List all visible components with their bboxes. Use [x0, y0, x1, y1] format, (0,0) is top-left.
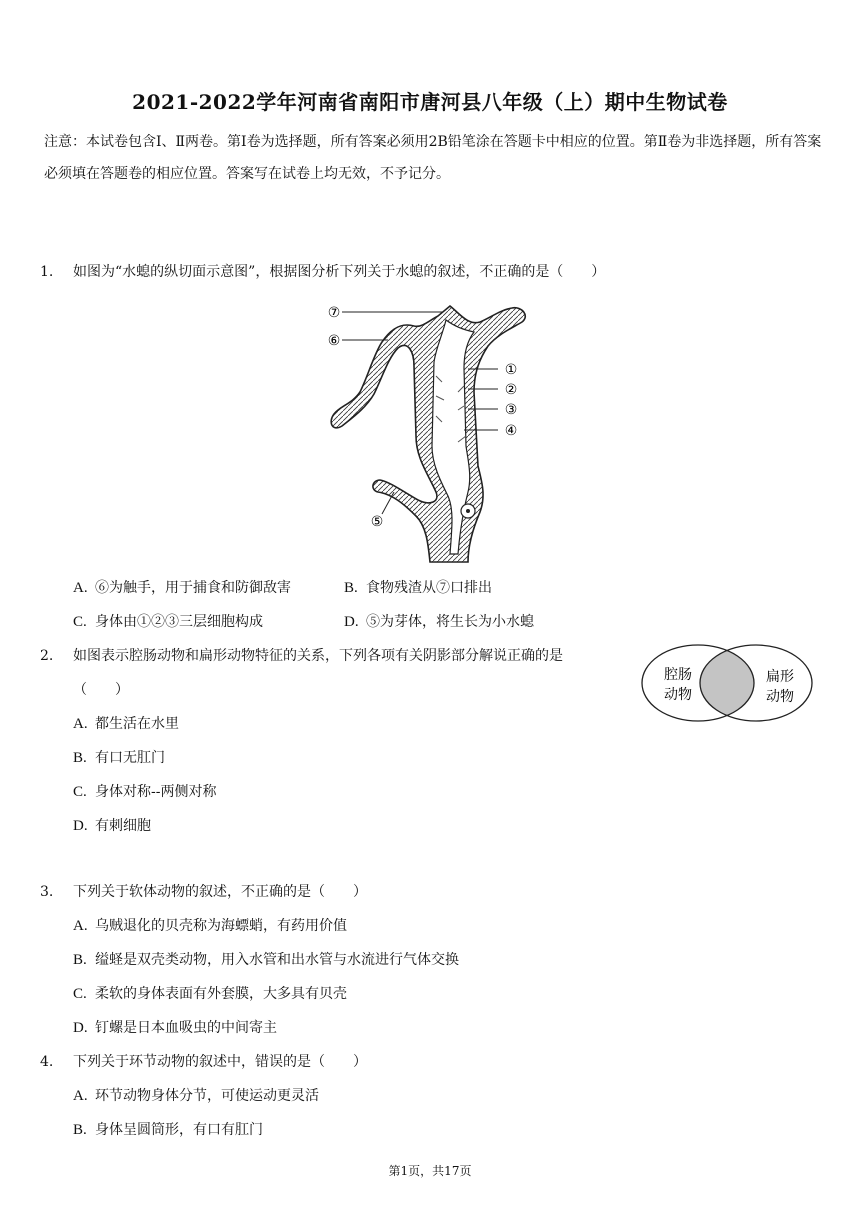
- question-4: [40, 1052, 367, 1072]
- option-letter: B.: [73, 1122, 87, 1138]
- question-stem: 下列关于环节动物的叙述中，错误的是（ ）: [73, 1054, 367, 1070]
- venn-right-line1: 扁形: [766, 669, 794, 685]
- question-1: [40, 262, 605, 282]
- venn-diagram: [638, 641, 818, 725]
- option-letter: A.: [73, 580, 88, 596]
- q2-option-b[interactable]: [73, 748, 165, 768]
- option-letter: C.: [73, 784, 87, 800]
- option-letter: B.: [73, 952, 87, 968]
- q1-option-a[interactable]: [73, 578, 291, 598]
- option-text: 缢蛏是双壳类动物，用入水管和出水管与水流进行气体交换: [95, 952, 459, 968]
- option-text: 身体对称--两侧对称: [95, 784, 217, 800]
- hydra-longitudinal-section-figure: [318, 296, 536, 570]
- question-3: [40, 882, 367, 902]
- option-letter: A.: [73, 716, 88, 732]
- question-number: 2.: [40, 648, 54, 664]
- exam-notice: 注意：本试卷包含Ⅰ、Ⅱ两卷。第Ⅰ卷为选择题，所有答案必须用2B铅笔涂在答题卡中相应的位置。第Ⅱ卷为非选择题，所有答案必须填在答题卷的相应位置。答案写在试卷上均无效，不予记分。: [44, 134, 822, 182]
- figure-label-2: ②: [504, 382, 518, 398]
- option-letter: A.: [73, 1088, 88, 1104]
- option-text: 环节动物身体分节，可使运动更灵活: [95, 1088, 319, 1104]
- figure-label-5: ⑤: [370, 514, 384, 530]
- option-letter: D.: [344, 614, 359, 630]
- option-text: 有刺细胞: [95, 818, 151, 834]
- question-stem: 如图表示腔肠动物和扁形动物特征的关系，下列各项有关阴影部分解说正确的是: [73, 648, 563, 664]
- q2-option-d[interactable]: [73, 816, 151, 836]
- q3-option-c[interactable]: [73, 984, 347, 1004]
- q3-option-b[interactable]: [73, 950, 459, 970]
- option-text: ⑤为芽体，将生长为小水螅: [366, 614, 534, 630]
- option-text: 柔软的身体表面有外套膜，大多具有贝壳: [95, 986, 347, 1002]
- question-number: 3.: [40, 884, 54, 900]
- question-number: 4.: [40, 1054, 54, 1070]
- q2-option-a[interactable]: [73, 714, 179, 734]
- option-letter: B.: [73, 750, 87, 766]
- option-text: 钉螺是日本血吸虫的中间寄主: [95, 1020, 277, 1036]
- option-text: 乌贼退化的贝壳称为海螵蛸，有药用价值: [95, 918, 347, 934]
- question-2: [40, 646, 563, 666]
- option-letter: B.: [344, 580, 358, 596]
- figure-label-3: ③: [504, 402, 518, 418]
- q4-option-a[interactable]: [73, 1086, 319, 1106]
- venn-left-line1: 腔肠: [664, 667, 692, 683]
- figure-label-1: ①: [504, 362, 518, 378]
- question-number: 1.: [40, 264, 54, 280]
- figure-label-6: ⑥: [327, 333, 341, 349]
- q3-option-d[interactable]: [73, 1018, 277, 1038]
- q2-option-c[interactable]: [73, 782, 216, 802]
- q1-option-d[interactable]: [344, 612, 534, 632]
- option-letter: D.: [73, 1020, 88, 1036]
- figure-label-7: ⑦: [327, 305, 341, 321]
- venn-left-line2: 动物: [664, 687, 692, 703]
- q1-option-b[interactable]: [344, 578, 492, 598]
- option-text: 身体呈圆筒形，有口有肛门: [95, 1122, 263, 1138]
- option-text: 有口无肛门: [95, 750, 165, 766]
- question-2-stem-cont: （ ）: [73, 682, 129, 698]
- q4-option-b[interactable]: [73, 1120, 263, 1140]
- page-footer: 第1页，共17页: [388, 1164, 472, 1178]
- option-text: 都生活在水里: [95, 716, 179, 732]
- option-letter: C.: [73, 986, 87, 1002]
- figure-label-4: ④: [504, 423, 518, 439]
- question-stem: 下列关于软体动物的叙述，不正确的是（ ）: [73, 884, 367, 900]
- venn-right-line2: 动物: [766, 689, 794, 705]
- exam-title: 2021-2022学年河南省南阳市唐河县八年级（上）期中生物试卷: [132, 90, 728, 114]
- option-letter: D.: [73, 818, 88, 834]
- option-text: ⑥为触手，用于捕食和防御敌害: [95, 580, 291, 596]
- option-letter: A.: [73, 918, 88, 934]
- question-stem: 如图为“水螅的纵切面示意图”，根据图分析下列关于水螅的叙述，不正确的是（ ）: [73, 264, 606, 280]
- option-text: 身体由①②③三层细胞构成: [95, 614, 263, 630]
- option-letter: C.: [73, 614, 87, 630]
- q1-option-c[interactable]: [73, 612, 263, 632]
- option-text: 食物残渣从⑦口排出: [366, 580, 492, 596]
- q3-option-a[interactable]: [73, 916, 347, 936]
